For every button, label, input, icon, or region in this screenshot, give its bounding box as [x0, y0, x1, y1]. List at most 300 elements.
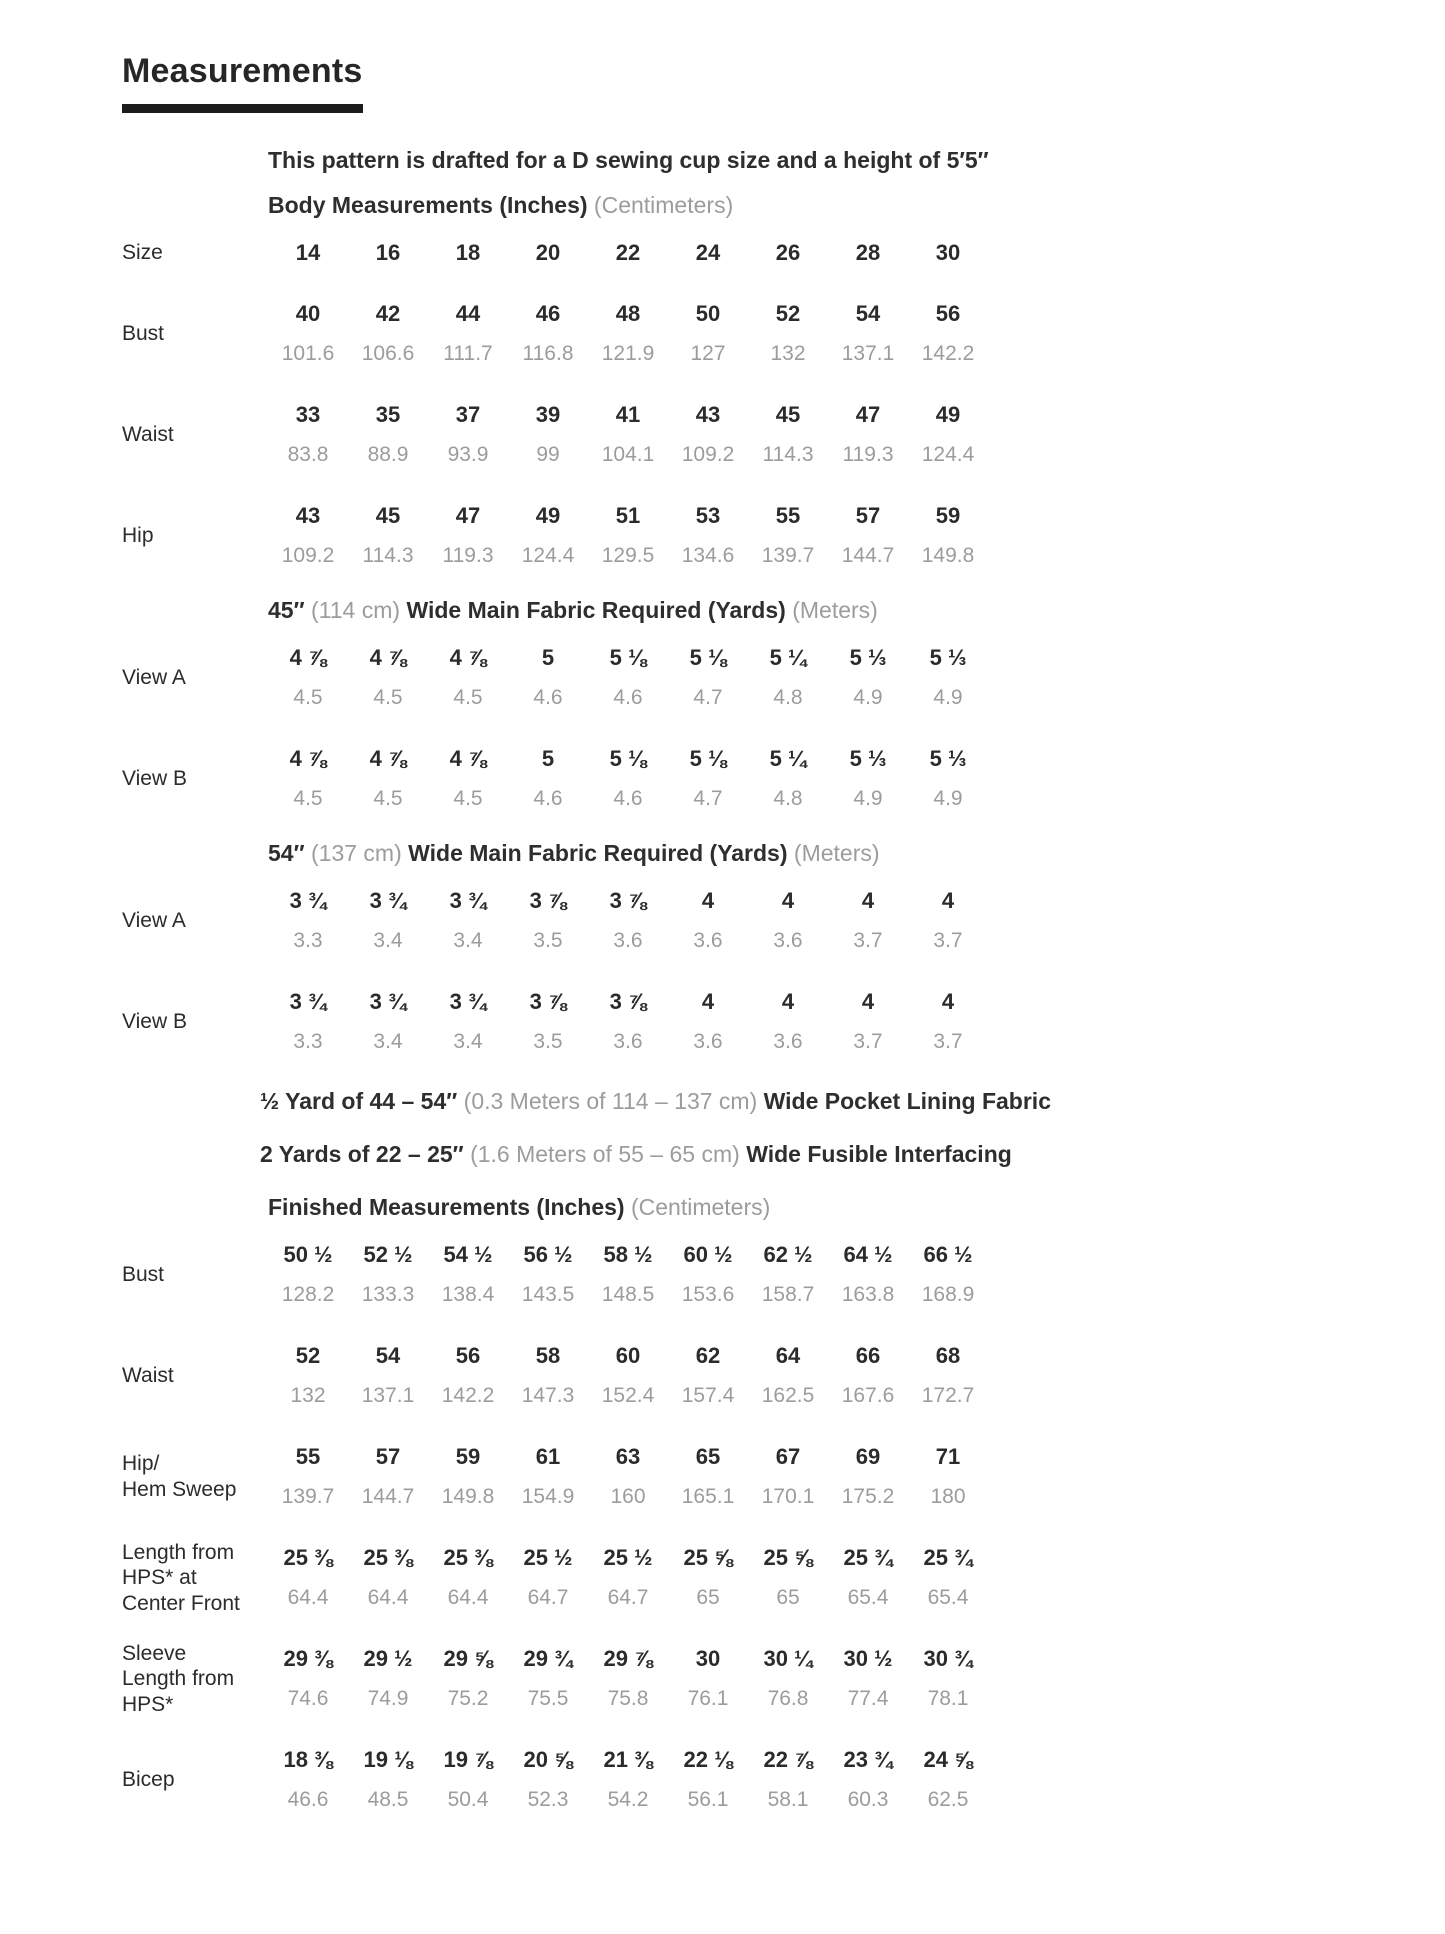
- inches-value: 42: [375, 301, 401, 326]
- row-label-line: Bicep: [122, 1768, 175, 1792]
- value-cell: [588, 1639, 668, 1719]
- cm-value: 3.4: [373, 1030, 403, 1053]
- value-cell: [268, 739, 348, 819]
- cm-value: 129.5: [601, 544, 655, 567]
- inches-value: 5 ⅛: [609, 645, 647, 670]
- inches-value: 50 ½: [283, 1242, 333, 1267]
- cm-value: 4.5: [293, 787, 323, 810]
- cm-value: 119.3: [442, 544, 494, 567]
- cm-value: 160: [610, 1485, 646, 1508]
- inches-value: 66 ½: [923, 1242, 973, 1267]
- inches-value: 58 ½: [603, 1242, 653, 1267]
- row-label: [122, 1363, 268, 1389]
- cm-value: 157.4: [681, 1384, 735, 1407]
- value-cell: [828, 739, 908, 819]
- cm-value: 175.2: [841, 1485, 895, 1508]
- inches-value: 41: [615, 402, 641, 427]
- cm-value: 3.4: [453, 929, 483, 952]
- value-cell: [748, 638, 828, 718]
- cm-value: 4.7: [693, 686, 723, 709]
- value-cell: [508, 881, 588, 961]
- cm-value: 46.6: [287, 1788, 329, 1811]
- row-label: [122, 1767, 268, 1793]
- value-cell: [748, 1437, 828, 1517]
- text-part: Wide Fusible Interfacing: [746, 1141, 1012, 1167]
- inches-value: 19 ⅞: [443, 1747, 493, 1772]
- value-cell: [748, 881, 828, 961]
- inches-value: 44: [455, 301, 481, 326]
- table-row: [122, 496, 1445, 576]
- value-cell: [828, 1235, 908, 1315]
- inches-value: 54: [855, 301, 881, 326]
- cm-value: 58.1: [767, 1788, 809, 1811]
- value-cell: [588, 881, 668, 961]
- inches-value: 54: [375, 1343, 401, 1368]
- cm-value: 137.1: [361, 1384, 415, 1407]
- inches-value: 29 ⅜: [283, 1646, 333, 1671]
- cm-value: 163.8: [841, 1283, 895, 1306]
- cm-value: 4.5: [373, 787, 403, 810]
- cm-value: 64.7: [527, 1586, 569, 1609]
- value-cell: [348, 982, 428, 1062]
- cm-value: 139.7: [281, 1485, 335, 1508]
- cm-value: 101.6: [281, 342, 335, 365]
- value-cell: [908, 1437, 988, 1517]
- inches-value: 4: [781, 989, 795, 1014]
- value-cell: [828, 496, 908, 576]
- inches-value: 19 ⅛: [363, 1747, 413, 1772]
- inches-value: 45: [775, 402, 801, 427]
- inches-value: 25 ⅝: [763, 1545, 813, 1570]
- value-cell: [348, 638, 428, 718]
- text-part: 54″: [268, 840, 311, 866]
- value-cell: [348, 1235, 428, 1315]
- row-label: [122, 1262, 268, 1288]
- inches-value: 56: [455, 1343, 481, 1368]
- table-row: [122, 294, 1445, 374]
- inches-value: 52: [295, 1343, 321, 1368]
- value-cell: [908, 1538, 988, 1618]
- inches-value: 28: [855, 240, 881, 265]
- inches-value: 21 ⅜: [603, 1747, 653, 1772]
- table-row: [122, 1336, 1445, 1416]
- inches-value: 5 ⅛: [609, 746, 647, 771]
- inches-value: 3 ¾: [369, 888, 407, 913]
- value-cell: [348, 1336, 428, 1416]
- value-cell: [428, 1538, 508, 1618]
- cm-value: 4.8: [773, 787, 803, 810]
- value-cell: [908, 1235, 988, 1315]
- inches-value: 68: [935, 1343, 961, 1368]
- row-label-line: View B: [122, 767, 187, 791]
- value-cell: [348, 881, 428, 961]
- cm-value: 65.4: [847, 1586, 889, 1609]
- value-cell: [348, 1740, 428, 1820]
- cm-value: 154.9: [521, 1485, 575, 1508]
- cm-value: 4.9: [933, 787, 963, 810]
- row-label: [122, 1641, 268, 1718]
- value-cell: [508, 1639, 588, 1719]
- text-part: Finished Measurements (Inches): [268, 1194, 631, 1220]
- page-title: Measurements: [122, 52, 363, 113]
- cm-value: 64.4: [287, 1586, 329, 1609]
- inches-value: 29 ⅞: [603, 1646, 653, 1671]
- inches-value: 4: [781, 888, 795, 913]
- table-row: [122, 233, 1445, 273]
- inches-value: 5 ⅛: [689, 645, 727, 670]
- value-cell: [508, 638, 588, 718]
- value-cell: [908, 233, 988, 273]
- value-cell: [348, 395, 428, 475]
- row-label: [122, 1451, 268, 1502]
- value-cell: [348, 1639, 428, 1719]
- inches-value: 25 ⅜: [283, 1545, 333, 1570]
- inches-value: 54 ½: [443, 1242, 493, 1267]
- inches-value: 5 ⅛: [689, 746, 727, 771]
- inches-value: 5: [541, 645, 555, 670]
- value-cell: [428, 739, 508, 819]
- table-row: [122, 395, 1445, 475]
- inches-value: 64: [775, 1343, 801, 1368]
- inches-value: 57: [855, 503, 881, 528]
- value-cell: [908, 294, 988, 374]
- value-cell: [428, 233, 508, 273]
- value-cell: [428, 1740, 508, 1820]
- inches-value: 4 ⅞: [289, 645, 327, 670]
- value-cell: [668, 233, 748, 273]
- cm-value: 74.9: [367, 1687, 409, 1710]
- inches-value: 4: [701, 888, 715, 913]
- cm-value: 64.4: [447, 1586, 489, 1609]
- value-cell: [588, 496, 668, 576]
- inches-value: 55: [295, 1444, 321, 1469]
- inches-value: 62 ½: [763, 1242, 813, 1267]
- row-label-line: Hip: [122, 524, 154, 548]
- value-cell: [668, 496, 748, 576]
- text-part: 2 Yards of 22 – 25″: [260, 1141, 471, 1167]
- inches-value: 4 ⅞: [369, 645, 407, 670]
- cm-value: 119.3: [842, 443, 894, 466]
- inches-value: 23 ¾: [843, 1747, 893, 1772]
- row-label: [122, 422, 268, 448]
- inches-value: 65: [695, 1444, 721, 1469]
- inches-value: 56: [935, 301, 961, 326]
- inches-value: 64 ½: [843, 1242, 893, 1267]
- cm-value: 152.4: [601, 1384, 655, 1407]
- inches-value: 4: [701, 989, 715, 1014]
- value-cell: [428, 1336, 508, 1416]
- cm-value: 3.6: [773, 1030, 803, 1053]
- inches-value: 63: [615, 1444, 641, 1469]
- cm-value: 4.6: [613, 686, 643, 709]
- inches-value: 22 ⅞: [763, 1747, 813, 1772]
- note-line: [260, 1141, 1445, 1168]
- value-cell: [268, 638, 348, 718]
- inches-value: 25 ¾: [843, 1545, 893, 1570]
- cm-value: 3.3: [293, 1030, 323, 1053]
- value-cell: [908, 1740, 988, 1820]
- section-heading: [268, 840, 1445, 867]
- value-cell: [908, 982, 988, 1062]
- table-row: [122, 739, 1445, 819]
- inches-value: 43: [695, 402, 721, 427]
- inches-value: 25 ½: [603, 1545, 653, 1570]
- value-cell: [348, 233, 428, 273]
- inches-value: 56 ½: [523, 1242, 573, 1267]
- value-cell: [588, 294, 668, 374]
- inches-value: 4 ⅞: [289, 746, 327, 771]
- cm-value: 75.2: [447, 1687, 489, 1710]
- table-row: [122, 1235, 1445, 1315]
- value-cell: [588, 1538, 668, 1618]
- value-cell: [268, 1740, 348, 1820]
- cm-value: 52.3: [527, 1788, 569, 1811]
- cm-value: 104.1: [601, 443, 655, 466]
- row-label-line: HPS*: [122, 1692, 174, 1716]
- value-cell: [748, 1235, 828, 1315]
- value-cell: [668, 1336, 748, 1416]
- value-cell: [508, 1235, 588, 1315]
- row-label: [122, 908, 268, 934]
- row-label-line: Length from: [122, 1540, 235, 1564]
- cm-value: 4.9: [853, 787, 883, 810]
- cm-value: 138.4: [441, 1283, 495, 1306]
- inches-value: 52: [775, 301, 801, 326]
- value-cell: [348, 739, 428, 819]
- cm-value: 4.5: [453, 686, 483, 709]
- value-cell: [588, 1235, 668, 1315]
- value-cell: [908, 496, 988, 576]
- cm-value: 3.6: [613, 1030, 643, 1053]
- table-row: [122, 1538, 1445, 1618]
- cm-value: 142.2: [921, 342, 975, 365]
- inches-value: 26: [775, 240, 801, 265]
- inches-value: 24: [695, 240, 721, 265]
- value-cell: [508, 1437, 588, 1517]
- value-cell: [828, 294, 908, 374]
- inches-value: 5 ⅓: [929, 746, 967, 771]
- value-cell: [428, 638, 508, 718]
- row-label: [122, 1540, 268, 1617]
- inches-value: 5 ⅓: [929, 645, 967, 670]
- value-cell: [828, 1437, 908, 1517]
- value-cell: [668, 1235, 748, 1315]
- value-cell: [588, 1740, 668, 1820]
- inches-value: 55: [775, 503, 801, 528]
- section-heading: [268, 597, 1445, 624]
- cm-value: 134.6: [681, 544, 735, 567]
- cm-value: 172.7: [921, 1384, 975, 1407]
- inches-value: 60 ½: [683, 1242, 733, 1267]
- row-label-line: View A: [122, 666, 186, 690]
- cm-value: 93.9: [447, 443, 489, 466]
- value-cell: [508, 1336, 588, 1416]
- value-cell: [508, 233, 588, 273]
- inches-value: 5 ⅓: [849, 746, 887, 771]
- cm-value: 65: [776, 1586, 800, 1609]
- inches-value: 18 ⅜: [283, 1747, 333, 1772]
- row-label-line: Center Front: [122, 1591, 240, 1615]
- inches-value: 20 ⅝: [523, 1747, 573, 1772]
- row-label-line: Size: [122, 241, 163, 265]
- inches-value: 25 ⅜: [363, 1545, 413, 1570]
- text-part: Wide Main Fabric Required (Yards): [406, 597, 793, 623]
- cm-value: 124.4: [921, 443, 975, 466]
- row-label-line: Bust: [122, 1263, 165, 1287]
- inches-value: 59: [455, 1444, 481, 1469]
- cm-value: 56.1: [687, 1788, 729, 1811]
- inches-value: 14: [295, 240, 321, 265]
- value-cell: [428, 1437, 508, 1517]
- cm-value: 4.7: [693, 787, 723, 810]
- cm-value: 75.8: [607, 1687, 649, 1710]
- value-cell: [748, 982, 828, 1062]
- row-label-line: View B: [122, 1010, 187, 1034]
- note-line: [260, 1088, 1445, 1115]
- cm-value: 153.6: [681, 1283, 735, 1306]
- value-cell: [348, 1437, 428, 1517]
- cm-value: 147.3: [521, 1384, 575, 1407]
- value-cell: [268, 294, 348, 374]
- value-cell: [588, 395, 668, 475]
- cm-value: 114.3: [362, 544, 414, 567]
- inches-value: 3 ¾: [289, 888, 327, 913]
- inches-value: 30 ¼: [763, 1646, 813, 1671]
- row-label: [122, 523, 268, 549]
- value-cell: [428, 1639, 508, 1719]
- cm-value: 3.7: [853, 1030, 883, 1053]
- cm-value: 168.9: [921, 1283, 975, 1306]
- inches-value: 47: [855, 402, 881, 427]
- inches-value: 4: [861, 888, 875, 913]
- cm-value: 109.2: [681, 443, 735, 466]
- cm-value: 116.8: [522, 342, 574, 365]
- row-label-line: View A: [122, 909, 186, 933]
- row-label-line: Waist: [122, 423, 174, 447]
- inches-value: 30 ¾: [923, 1646, 973, 1671]
- value-cell: [668, 739, 748, 819]
- text-part: Body Measurements (Inches): [268, 192, 594, 218]
- value-cell: [268, 1639, 348, 1719]
- value-cell: [268, 1336, 348, 1416]
- cm-value: 50.4: [447, 1788, 489, 1811]
- cm-value: 142.2: [441, 1384, 495, 1407]
- text-part: 45″: [268, 597, 311, 623]
- value-cell: [348, 1538, 428, 1618]
- measurement-table: [122, 147, 1445, 1820]
- inches-value: 22 ⅛: [683, 1747, 733, 1772]
- value-cell: [268, 982, 348, 1062]
- value-cell: [508, 496, 588, 576]
- cm-value: 65.4: [927, 1586, 969, 1609]
- inches-value: 25 ⅝: [683, 1545, 733, 1570]
- cm-value: 4.9: [933, 686, 963, 709]
- inches-value: 18: [455, 240, 481, 265]
- cm-value: 170.1: [761, 1485, 815, 1508]
- inches-value: 48: [615, 301, 641, 326]
- text-part: (1.6 Meters of 55 – 65 cm): [470, 1141, 747, 1167]
- value-cell: [668, 881, 748, 961]
- value-cell: [828, 1740, 908, 1820]
- value-cell: [268, 881, 348, 961]
- value-cell: [668, 294, 748, 374]
- inches-value: 29 ½: [363, 1646, 413, 1671]
- inches-value: 49: [935, 402, 961, 427]
- cm-value: 139.7: [761, 544, 815, 567]
- value-cell: [828, 395, 908, 475]
- cm-value: 4.6: [613, 787, 643, 810]
- cm-value: 78.1: [927, 1687, 969, 1710]
- inches-value: 3 ⅞: [529, 989, 567, 1014]
- inches-value: 37: [455, 402, 481, 427]
- inches-value: 25 ⅜: [443, 1545, 493, 1570]
- value-cell: [668, 638, 748, 718]
- cm-value: 4.5: [293, 686, 323, 709]
- inches-value: 16: [375, 240, 401, 265]
- value-cell: [588, 1336, 668, 1416]
- cm-value: 143.5: [521, 1283, 575, 1306]
- value-cell: [588, 1437, 668, 1517]
- inches-value: 53: [695, 503, 721, 528]
- value-cell: [348, 496, 428, 576]
- value-cell: [748, 1538, 828, 1618]
- value-cell: [428, 496, 508, 576]
- value-cell: [268, 233, 348, 273]
- cm-value: 144.7: [361, 1485, 415, 1508]
- inches-value: 50: [695, 301, 721, 326]
- value-cell: [908, 881, 988, 961]
- cm-value: 128.2: [281, 1283, 335, 1306]
- inches-value: 4: [941, 888, 955, 913]
- inches-value: 71: [935, 1444, 961, 1469]
- value-cell: [748, 1336, 828, 1416]
- value-cell: [908, 739, 988, 819]
- cm-value: 99: [536, 443, 560, 466]
- text-part: (Centimeters): [630, 1194, 771, 1220]
- inches-value: 49: [535, 503, 561, 528]
- inches-value: 45: [375, 503, 401, 528]
- drafted-note: This pattern is drafted for a D sewing cup size and a height of 5′5″: [268, 147, 989, 173]
- table-row: [122, 1639, 1445, 1719]
- value-cell: [508, 739, 588, 819]
- cm-value: 4.9: [853, 686, 883, 709]
- value-cell: [508, 1538, 588, 1618]
- cm-value: 48.5: [367, 1788, 409, 1811]
- inches-value: 30 ½: [843, 1646, 893, 1671]
- cm-value: 3.5: [533, 929, 563, 952]
- cm-value: 3.3: [293, 929, 323, 952]
- cm-value: 60.3: [847, 1788, 889, 1811]
- value-cell: [828, 982, 908, 1062]
- inches-value: 57: [375, 1444, 401, 1469]
- text-part: (137 cm): [311, 840, 409, 866]
- value-cell: [748, 739, 828, 819]
- cm-value: 106.6: [361, 342, 415, 365]
- value-cell: [348, 294, 428, 374]
- inches-value: 51: [615, 503, 641, 528]
- cm-value: 77.4: [847, 1687, 889, 1710]
- value-cell: [508, 395, 588, 475]
- table-row: [122, 1740, 1445, 1820]
- table-row: [122, 638, 1445, 718]
- row-label-line: Hem Sweep: [122, 1478, 237, 1501]
- cm-value: 3.7: [933, 1030, 963, 1053]
- inches-value: 47: [455, 503, 481, 528]
- inches-value: 5 ¼: [769, 746, 807, 771]
- cm-value: 137.1: [841, 342, 895, 365]
- value-cell: [908, 1336, 988, 1416]
- cm-value: 88.9: [367, 443, 409, 466]
